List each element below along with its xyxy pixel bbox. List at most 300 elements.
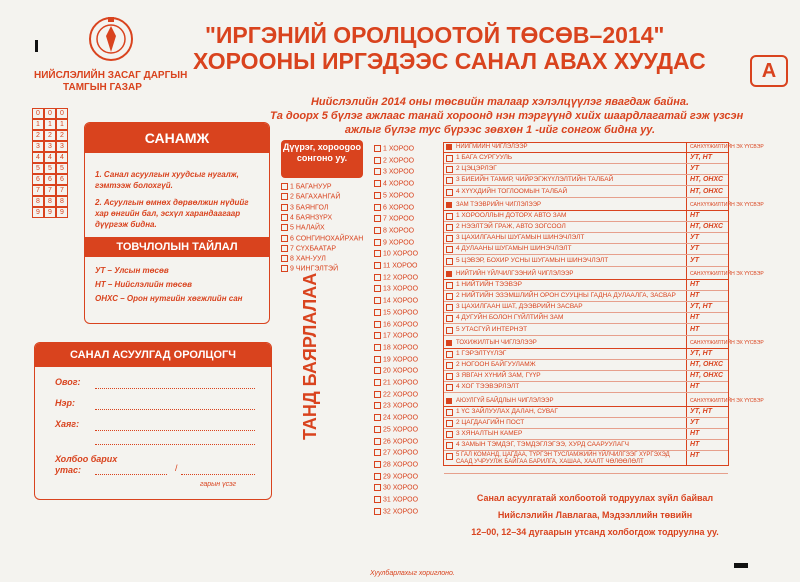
- project-option[interactable]: [444, 382, 728, 393]
- khoroo-option[interactable]: [374, 508, 418, 516]
- project-checkbox[interactable]: [446, 258, 453, 265]
- id-digit-bubble[interactable]: 8: [32, 196, 44, 207]
- id-digit-bubble[interactable]: 1: [44, 119, 56, 130]
- budget-source: УТ, НТ: [690, 349, 712, 357]
- district-label: 4 БАЯНЗҮРХ: [290, 214, 333, 222]
- khoroo-checkbox[interactable]: [374, 180, 381, 187]
- district-label: 8 ХАН-УУЛ: [290, 255, 326, 263]
- id-digit-bubble[interactable]: 7: [44, 185, 56, 196]
- city-emblem-icon: [88, 14, 134, 64]
- khoroo-label: 30 ХОРОО: [383, 484, 419, 492]
- budget-source: НТ: [690, 211, 700, 219]
- form-title-line2: ХОРООНЫ ИРГЭДЭЭС САНАЛ АВАХ ХУУДАС: [193, 48, 706, 74]
- project-option[interactable]: [444, 407, 728, 418]
- khoroo-label: 20 ХОРОО: [383, 367, 419, 375]
- project-option[interactable]: [444, 313, 728, 324]
- khoroo-label: 5 ХОРОО: [383, 192, 415, 200]
- khoroo-option[interactable]: [374, 449, 418, 457]
- project-option[interactable]: [444, 325, 728, 336]
- project-option[interactable]: [444, 153, 728, 164]
- project-label: 3 ЦАХИЛГААН ШАТ, ДЭЭВРИЙН ЗАСВАР: [456, 303, 583, 311]
- khoroo-checkbox[interactable]: [374, 157, 381, 164]
- district-checkbox[interactable]: [281, 214, 288, 221]
- budget-source: УТ: [690, 165, 700, 173]
- khoroo-option[interactable]: [374, 285, 418, 293]
- category-marker-icon: [446, 398, 452, 404]
- project-option[interactable]: [444, 280, 728, 291]
- budget-source: НТ: [690, 430, 700, 437]
- khoroo-option[interactable]: [374, 309, 418, 317]
- khoroo-checkbox[interactable]: [374, 379, 381, 386]
- budget-source: НТ: [690, 452, 700, 460]
- category-marker-icon: [446, 202, 452, 208]
- project-label: 2 НОГООН БАЙГУУЛАМЖ: [456, 361, 536, 368]
- copy-prohibited-note: Хуулбарлахыг хориглоно.: [370, 570, 455, 577]
- project-label: 1 ҮС ЗАЙЛУУЛАХ ДАЛАН, СУВАГ: [456, 407, 558, 415]
- project-option[interactable]: [444, 244, 728, 255]
- district-label: 6 СОНГИНОХАЙРХАН: [290, 234, 364, 242]
- district-option[interactable]: [281, 214, 332, 222]
- project-checkbox[interactable]: [446, 409, 453, 416]
- budget-source: НТ: [690, 292, 700, 299]
- footer-line1: Санал асуулгатай холбоотой тодруулах зүйл байвал: [476, 493, 714, 503]
- category-header: [444, 270, 764, 280]
- khoroo-label: 6 ХОРОО: [383, 203, 415, 211]
- district-checkbox[interactable]: [281, 245, 288, 252]
- budget-source: НТ: [690, 383, 700, 391]
- project-checkbox[interactable]: [446, 224, 453, 231]
- budget-source: НТ, ОНХС: [690, 372, 724, 380]
- legend-abbr-ut: УТ – Улсын төсөв: [95, 266, 169, 275]
- khoroo-label: 28 ХОРОО: [383, 461, 419, 469]
- id-digit-bubble[interactable]: 2: [56, 130, 68, 141]
- district-label: 5 НАЛАЙХ: [290, 224, 325, 232]
- khoroo-label: 18 ХОРОО: [383, 344, 419, 352]
- project-option[interactable]: [444, 418, 728, 429]
- project-option[interactable]: [444, 233, 728, 244]
- project-label: 2 НИЙТИЙН ЭЗЭМШЛИЙН ОРОН СУУЦНЫ ГАДНА ДУЛААЛГА, ЗАСВАР: [456, 292, 676, 299]
- khoroo-label: 12 ХОРОО: [383, 274, 419, 282]
- khoroo-option[interactable]: [374, 204, 414, 212]
- district-checkbox[interactable]: [281, 235, 288, 242]
- project-checkbox[interactable]: [446, 431, 453, 438]
- khoroo-checkbox[interactable]: [374, 250, 381, 257]
- project-option[interactable]: [444, 349, 728, 360]
- district-option[interactable]: [281, 245, 336, 253]
- id-digit-bubble[interactable]: 3: [32, 141, 44, 152]
- project-option[interactable]: [444, 175, 728, 186]
- project-checkbox[interactable]: [446, 327, 453, 334]
- name-label: Нэр:: [55, 398, 75, 408]
- project-label: 3 ЦАХИЛГААНЫ ШУГАМЫН ШИНЭЧЛЭЛТ: [456, 234, 585, 242]
- project-checkbox[interactable]: [446, 235, 453, 242]
- id-digit-bubble[interactable]: 5: [44, 163, 56, 174]
- khoroo-option[interactable]: [374, 402, 418, 410]
- project-option[interactable]: [444, 211, 728, 222]
- khoroo-checkbox[interactable]: [374, 192, 381, 199]
- project-checkbox[interactable]: [446, 315, 453, 322]
- khoroo-option[interactable]: [374, 367, 418, 375]
- khoroo-option[interactable]: [374, 215, 414, 223]
- project-checkbox[interactable]: [446, 362, 453, 369]
- id-digit-bubble[interactable]: 3: [56, 141, 68, 152]
- khoroo-option[interactable]: [374, 426, 418, 434]
- project-checkbox[interactable]: [446, 246, 453, 253]
- khoroo-option[interactable]: [374, 157, 414, 165]
- respondent-title: САНАЛ АСУУЛГАД ОРОЛЦОГЧ: [35, 343, 271, 367]
- respondent-box: [34, 342, 272, 500]
- project-checkbox[interactable]: [446, 155, 453, 162]
- budget-source: НТ, ОНХС: [690, 223, 724, 230]
- budget-source-header: САНХҮҮЖИЛТИЙН ЭХ ҮҮСВЭР: [690, 270, 764, 277]
- project-categories: [443, 142, 764, 466]
- budget-source: УТ: [690, 245, 700, 253]
- project-label: 4 ХОГ ТЭЭВЭРЛЭЛТ: [456, 383, 520, 391]
- intro-line2: Та доорх 5 бүлэг ажлаас танай хороонд нэн тэргүүнд хийх шаардлагатай гэж үзсэн: [270, 110, 744, 122]
- legend-abbr-nt: НТ – Нийслэлийн төсөв: [95, 280, 192, 289]
- name-field[interactable]: [95, 408, 255, 410]
- project-label: 3 ЯВГАН ХҮНИЙ ЗАМ, ГҮҮР: [456, 372, 541, 380]
- budget-source: НТ: [690, 325, 700, 333]
- id-digit-bubble[interactable]: 6: [44, 174, 56, 185]
- notice-item-1: 1. Санал асуулгын хуудсыг нугалж, гэмтээж болохгүй.: [95, 170, 239, 190]
- khoroo-checkbox[interactable]: [374, 367, 381, 374]
- signature-slash: /: [175, 463, 178, 473]
- legend-title: ТОВЧЛОЛЫН ТАЙЛАЛ: [85, 237, 269, 257]
- project-label: 4 ДУЛААНЫ ШУГАМЫН ШИНЭЧЛЭЛТ: [456, 245, 572, 253]
- project-option[interactable]: [444, 256, 728, 267]
- khoroo-checkbox[interactable]: [374, 262, 381, 269]
- project-option[interactable]: [444, 302, 728, 313]
- category-title: НИЙТИЙН ҮЙЛЧИЛГЭЭНИЙ ЧИГЛЭЛЭЭР: [456, 270, 574, 277]
- project-label: 3 ХЯНАЛТЫН КАМЕР: [456, 430, 523, 437]
- district-header: Дүүрэг, хорооgоо сонгоно уу.: [281, 140, 363, 178]
- project-option[interactable]: [444, 440, 728, 451]
- khoroo-label: 21 ХОРОО: [383, 379, 419, 387]
- khoroo-option[interactable]: [374, 356, 418, 364]
- project-option[interactable]: [444, 360, 728, 371]
- project-checkbox[interactable]: [446, 351, 453, 358]
- khoroo-option[interactable]: [374, 414, 418, 422]
- khoroo-option[interactable]: [374, 461, 418, 469]
- form-version-badge: A: [750, 55, 788, 87]
- category-title: ЗАМ ТЭЭВРИЙН ЧИГЛЭЛЭЭР: [456, 201, 542, 208]
- project-checkbox[interactable]: [446, 453, 453, 460]
- district-label: 9 ЧИНГЭЛТЭЙ: [290, 265, 339, 273]
- footer-line2: Нийслэлийн Лавлагаа, Мэдээллийн төвийн: [497, 510, 693, 520]
- khoroo-option[interactable]: [374, 379, 418, 387]
- khoroo-checkbox[interactable]: [374, 391, 381, 398]
- id-digit-bubble[interactable]: 9: [44, 207, 56, 218]
- khoroo-checkbox[interactable]: [374, 297, 381, 304]
- form-title-line1: "ИРГЭНИЙ ОРОЛЦООТОЙ ТӨСӨВ–2014": [205, 22, 665, 48]
- signature-field[interactable]: [181, 473, 255, 475]
- id-digit-bubble[interactable]: 6: [56, 174, 68, 185]
- id-digit-bubble[interactable]: 9: [56, 207, 68, 218]
- project-label: 5 ГАЛ КОМАНД, ЦАГДАА, ТҮРГЭН ТУСЛАМЖИЙН ҮЙЛЧИЛГЭЭГ ХҮРГЭХЭД СААД УЧРУУЛЖ БАЙГАА БАРИЛГА, ХАШАА, ХААЛТ ЧӨЛӨӨЛӨЛТ: [456, 452, 670, 466]
- intro-line3: ажлыг бүлэг тус бүрээс зөвхөн 1 -ийг сонгож бидна уу.: [344, 124, 656, 136]
- project-label: 1 ГЭРЭЛТҮҮЛЭГ: [456, 349, 507, 357]
- project-checkbox[interactable]: [446, 293, 453, 300]
- khoroo-label: 4 ХОРОО: [383, 180, 415, 188]
- district-checkbox[interactable]: [281, 204, 288, 211]
- khoroo-checkbox[interactable]: [374, 426, 381, 433]
- khoroo-checkbox[interactable]: [374, 473, 381, 480]
- id-digit-bubble[interactable]: 2: [32, 130, 44, 141]
- district-label: 1 БАГАНУУР: [290, 183, 332, 191]
- budget-source: УТ: [690, 234, 700, 242]
- project-checkbox[interactable]: [446, 420, 453, 427]
- project-label: 4 ХҮҮХДИЙН ТОГЛООМЫН ТАЛБАЙ: [456, 187, 568, 195]
- category-marker-icon: [446, 340, 452, 346]
- category-title: НИЙГМИЙН ЧИГЛЭЛЭЭР: [456, 144, 528, 150]
- khoroo-label: 24 ХОРОО: [383, 414, 419, 422]
- khoroo-checkbox[interactable]: [374, 309, 381, 316]
- khoroo-option[interactable]: [374, 391, 418, 399]
- project-option[interactable]: [444, 187, 728, 198]
- project-label: 1 ХОРООЛЛЫН ДОТОРХ АВТО ЗАМ: [456, 211, 567, 219]
- khoroo-checkbox[interactable]: [374, 145, 381, 152]
- khoroo-checkbox[interactable]: [374, 484, 381, 491]
- notice-box: [84, 122, 270, 324]
- khoroo-label: 22 ХОРОО: [383, 391, 419, 399]
- project-option[interactable]: [444, 429, 728, 440]
- project-label: 5 ЦЭВЭР, БОХИР УСНЫ ШУГАМЫН ШИНЭЧЛЭЛТ: [456, 256, 609, 264]
- khoroo-label: 27 ХОРОО: [383, 449, 419, 457]
- district-checkbox[interactable]: [281, 183, 288, 190]
- project-checkbox[interactable]: [446, 213, 453, 220]
- notice-item-2: 2. Асуулгын өмнөх дөрвөлжин нүдийг хар өнгийн бал, эсхүл харандаагаар дүүргэж бидна.: [95, 198, 249, 229]
- id-digit-bubble[interactable]: 8: [44, 196, 56, 207]
- khoroo-checkbox[interactable]: [374, 461, 381, 468]
- khoroo-option[interactable]: [374, 484, 418, 492]
- khoroo-label: 9 ХОРОО: [383, 238, 415, 246]
- khoroo-checkbox[interactable]: [374, 414, 381, 421]
- signature-label: гарын үсэг: [200, 481, 237, 488]
- district-option[interactable]: [281, 235, 363, 243]
- project-checkbox[interactable]: [446, 189, 453, 196]
- id-digit-bubble[interactable]: 9: [32, 207, 44, 218]
- khoroo-checkbox[interactable]: [374, 285, 381, 292]
- id-digit-bubble[interactable]: 0: [44, 108, 56, 119]
- surname-label: Овог:: [55, 377, 81, 387]
- project-checkbox[interactable]: [446, 177, 453, 184]
- id-digit-bubble[interactable]: 5: [32, 163, 44, 174]
- khoroo-checkbox[interactable]: [374, 215, 381, 222]
- id-digit-bubble[interactable]: 0: [32, 108, 44, 119]
- khoroo-checkbox[interactable]: [374, 204, 381, 211]
- budget-source-header: САНХҮҮЖИЛТИЙН ЭХ ҮҮСВЭР: [690, 397, 764, 404]
- project-option[interactable]: [444, 451, 728, 474]
- org-name-line2: ТАМГЫН ГАЗАР: [63, 82, 142, 93]
- district-option[interactable]: [281, 204, 328, 212]
- district-option[interactable]: [281, 255, 326, 263]
- budget-source: УТ, НТ: [690, 303, 712, 311]
- id-digit-bubble[interactable]: 8: [56, 196, 68, 207]
- timing-mark: [734, 563, 748, 568]
- khoroo-checkbox[interactable]: [374, 449, 381, 456]
- khoroo-label: 17 ХОРОО: [383, 332, 419, 340]
- khoroo-label: 10 ХОРОО: [383, 250, 419, 258]
- khoroo-checkbox[interactable]: [374, 274, 381, 281]
- khoroo-option[interactable]: [374, 168, 414, 176]
- khoroo-option[interactable]: [374, 250, 418, 258]
- khoroo-option[interactable]: [374, 180, 414, 188]
- khoroo-option[interactable]: [374, 321, 418, 329]
- project-label: 4 ЗАМЫН ТЭМДЭГ, ТЭМДЭГЛЭГЭЭ, ХУРД СААРУУЛАГЧ: [456, 441, 630, 449]
- budget-source-header: САНХҮҮЖИЛТИЙН ЭХ ҮҮСВЭР: [690, 201, 764, 208]
- intro-text: [270, 95, 744, 137]
- timing-mark: [35, 40, 38, 52]
- khoroo-label: 1 ХОРОО: [383, 145, 415, 153]
- khoroo-checkbox[interactable]: [374, 356, 381, 363]
- district-checkbox[interactable]: [281, 193, 288, 200]
- id-digit-bubble[interactable]: 4: [44, 152, 56, 163]
- category-header: [444, 339, 764, 349]
- address-field-2[interactable]: [95, 443, 255, 445]
- budget-source: НТ: [690, 280, 700, 288]
- category-header: [444, 143, 764, 153]
- district-checkbox[interactable]: [281, 255, 288, 262]
- budget-source: НТ: [690, 441, 700, 449]
- khoroo-label: 32 ХОРОО: [383, 508, 419, 516]
- district-label: 2 БАГАХАНГАЙ: [290, 193, 341, 201]
- category-marker-icon: [446, 271, 452, 277]
- project-label: 2 ЦАГДААГИЙН ПОСТ: [456, 418, 525, 426]
- khoroo-option[interactable]: [374, 496, 418, 504]
- notice-title: САНАМЖ: [85, 123, 269, 153]
- address-label: Хаяг:: [55, 419, 80, 429]
- khoroo-label: 11 ХОРОО: [383, 262, 418, 270]
- khoroo-checkbox[interactable]: [374, 227, 381, 234]
- khoroo-checkbox[interactable]: [374, 344, 381, 351]
- district-checkbox[interactable]: [281, 224, 288, 231]
- org-name-line1: НИЙСЛЭЛИЙН ЗАСАГ ДАРГЫН: [34, 70, 188, 81]
- project-checkbox[interactable]: [446, 304, 453, 311]
- khoroo-label: 7 ХОРОО: [383, 215, 415, 223]
- id-digit-bubble[interactable]: 4: [32, 152, 44, 163]
- project-label: 4 ДУГУЙН БОЛОН ГҮЙЛТИЙН ЗАМ: [456, 314, 564, 322]
- footer-line3: 12–00, 12–34 дугаарын утсанд холбогдож тодруулна уу.: [471, 527, 719, 537]
- project-option[interactable]: [444, 164, 728, 175]
- khoroo-checkbox[interactable]: [374, 168, 381, 175]
- budget-source: УТ, НТ: [690, 154, 712, 161]
- phone-field[interactable]: [95, 473, 167, 475]
- khoroo-checkbox[interactable]: [374, 438, 381, 445]
- id-digit-bubble[interactable]: 4: [56, 152, 68, 163]
- budget-source-header: САНХҮҮЖИЛТИЙН ЭХ ҮҮСВЭР: [690, 144, 764, 150]
- khoroo-checkbox[interactable]: [374, 402, 381, 409]
- district-checkbox[interactable]: [281, 265, 288, 272]
- project-label: 2 ЦЭЦЭРЛЭГ: [456, 165, 497, 173]
- id-digit-bubble[interactable]: 7: [32, 185, 44, 196]
- khoroo-option[interactable]: [374, 438, 418, 446]
- contact-footer: [445, 490, 745, 541]
- project-label: 1 БАГА СУРГУУЛЬ: [456, 154, 513, 161]
- surname-field[interactable]: [95, 387, 255, 389]
- budget-source-header: САНХҮҮЖИЛТИЙН ЭХ ҮҮСВЭР: [690, 339, 764, 346]
- budget-source: НТ, ОНХС: [690, 176, 724, 184]
- category-header: [444, 201, 764, 211]
- khoroo-label: 3 ХОРОО: [383, 168, 415, 176]
- project-checkbox[interactable]: [446, 384, 453, 391]
- khoroo-label: 25 ХОРОО: [383, 426, 419, 434]
- khoroo-label: 15 ХОРОО: [383, 309, 419, 317]
- khoroo-option[interactable]: [374, 227, 414, 235]
- khoroo-checkbox[interactable]: [374, 239, 381, 246]
- id-digit-bubble[interactable]: 7: [56, 185, 68, 196]
- id-digit-bubble[interactable]: 1: [32, 119, 44, 130]
- khoroo-label: 31 ХОРОО: [383, 496, 419, 504]
- legend-abbr-onhs: ОНХС – Орон нутгийн хөгжлийн сан: [95, 294, 243, 303]
- budget-source: УТ: [690, 256, 700, 264]
- project-option[interactable]: [444, 371, 728, 382]
- khoroo-label: 29 ХОРОО: [383, 472, 419, 480]
- project-option[interactable]: [444, 291, 728, 302]
- khoroo-label: 19 ХОРОО: [383, 355, 419, 363]
- khoroo-label: 2 ХОРОО: [383, 157, 415, 165]
- project-checkbox[interactable]: [446, 166, 453, 173]
- khoroo-option[interactable]: [374, 145, 414, 153]
- khoroo-checkbox[interactable]: [374, 332, 381, 339]
- khoroo-label: 13 ХОРОО: [383, 285, 419, 293]
- district-label: 3 БАЯНГОЛ: [290, 203, 329, 211]
- district-option[interactable]: [281, 224, 325, 232]
- contact-label-1: Холбоо барих: [55, 454, 118, 464]
- district-label: 7 СҮХБААТАР: [290, 245, 337, 253]
- project-option[interactable]: [444, 222, 728, 233]
- project-checkbox[interactable]: [446, 373, 453, 380]
- budget-source: УТ: [690, 418, 700, 426]
- id-digit-bubble[interactable]: 1: [56, 119, 68, 130]
- khoroo-label: 16 ХОРОО: [383, 320, 419, 328]
- category-header: [444, 397, 764, 407]
- khoroo-option[interactable]: [374, 239, 414, 247]
- khoroo-option[interactable]: [374, 274, 418, 282]
- khoroo-option[interactable]: [374, 344, 418, 352]
- district-option[interactable]: [281, 193, 340, 201]
- category-title: АЮУЛГҮЙ БАЙДЛЫН ЧИГЛЭЛЭЭР: [456, 397, 554, 404]
- id-digit-bubble[interactable]: 6: [32, 174, 44, 185]
- project-label: 3 БИЕИЙН ТАМИР, ЧИЙРЭГЖҮҮЛЭЛТИЙН ТАЛБАЙ: [456, 176, 614, 184]
- project-label: 1 НИЙТИЙН ТЭЭВЭР: [456, 280, 522, 288]
- id-digit-bubble[interactable]: 5: [56, 163, 68, 174]
- khoroo-checkbox[interactable]: [374, 496, 381, 503]
- id-digit-bubble[interactable]: 0: [56, 108, 68, 119]
- khoroo-label: 14 ХОРОО: [383, 297, 419, 305]
- category-marker-icon: [446, 144, 452, 150]
- id-digit-bubble[interactable]: 2: [44, 130, 56, 141]
- contact-label-2: утас:: [55, 465, 82, 475]
- khoroo-option[interactable]: [374, 473, 418, 481]
- project-checkbox[interactable]: [446, 282, 453, 289]
- khoroo-checkbox[interactable]: [374, 321, 381, 328]
- budget-source: НТ, ОНХС: [690, 361, 724, 368]
- budget-source: НТ, ОНХС: [690, 187, 724, 195]
- intro-line1: Нийслэлийн 2014 оны төсвийн талаар хэлэлцүүлэг явагдаж байна.: [310, 96, 690, 108]
- khoroo-option[interactable]: [374, 262, 418, 270]
- khoroo-option[interactable]: [374, 297, 418, 305]
- project-checkbox[interactable]: [446, 442, 453, 449]
- khoroo-option[interactable]: [374, 332, 418, 340]
- id-digit-bubble[interactable]: 3: [44, 141, 56, 152]
- category-title: ТОХИЖИЛТЫН ЧИГЛЭЛЭЭР: [456, 339, 537, 346]
- khoroo-option[interactable]: [374, 192, 414, 200]
- khoroo-checkbox[interactable]: [374, 508, 381, 515]
- khoroo-label: 8 ХОРОО: [383, 227, 415, 235]
- district-option[interactable]: [281, 183, 332, 191]
- address-field[interactable]: [95, 429, 255, 431]
